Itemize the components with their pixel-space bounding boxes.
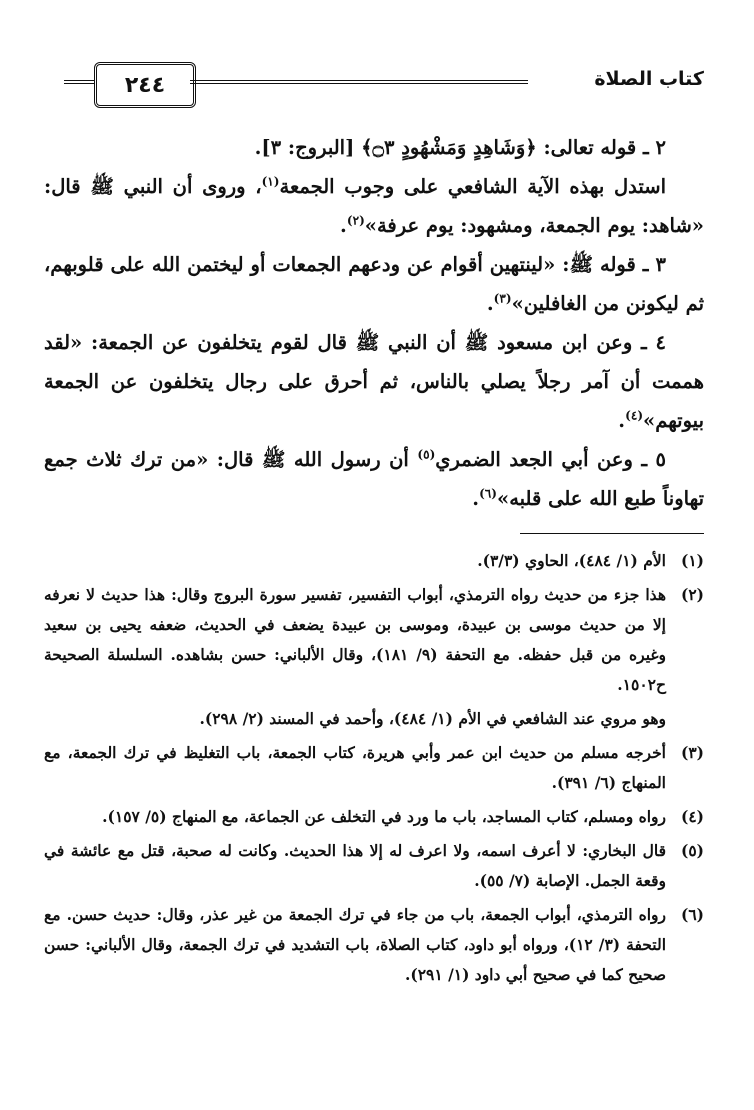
footnote-1 <box>44 546 704 576</box>
para-text: ٥ ـ وعن أبي الجعد الضمري <box>435 448 667 471</box>
para-text: ٤ ـ وعن ابن مسعود ﷺ أن النبي ﷺ قال لقوم يتخلفون عن الجمعة: «لقد هممت أن آمر رجلاً يصلي بالناس، ثم أحرق على رجال يتخلفون عن الجمعة بيوتهم» <box>44 331 704 432</box>
book-title: كتاب الصلاة <box>594 68 704 90</box>
footnote-text: قال البخاري: لا أعرف اسمه، ولا اعرف له إلا هذا الحديث. وكانت له صحبة، قتل مع عائشة في وقعة الجمل. الإصابة (٧/ ٥٥). <box>44 841 666 890</box>
footnote-number: (٢) <box>680 585 704 604</box>
footnote-2-continuation: وهو مروي عند الشافعي في الأم (١/ ٤٨٤)، وأحمد في المسند (٢/ ٢٩٨). <box>199 709 666 728</box>
header-rule-right <box>190 80 528 84</box>
footnotes <box>44 546 704 994</box>
quran-verse: ﴿وَشَاهِدٍ وَمَشْهُودٍ ۝٣﴾ <box>361 136 537 159</box>
footnote-6 <box>44 900 704 990</box>
footnote-text: رواه ومسلم، كتاب المساجد، باب ما ورد في التخلف عن الجماعة، مع المنهاج (٥/ ١٥٧). <box>102 807 666 826</box>
page-header <box>64 62 704 116</box>
footnote-number: (١) <box>680 551 704 570</box>
footnote-number: (٤) <box>680 807 704 826</box>
paragraph-4 <box>44 323 704 440</box>
footnote-ref: (٤) <box>625 408 644 423</box>
footnote-number: (٣) <box>680 743 704 762</box>
footnote-text: رواه الترمذي، أبواب الجمعة، باب من جاء في ترك الجمعة من غير عذر، وقال: حديث حسن. مع التحفة (٣/ ١٢)، ورواه أبو داود، كتاب الصلاة، باب التشديد في ترك الجمعة، وقال الألباني: حسن صحيح كما في صحيح أبي داود (١/ ٢٩١). <box>44 905 667 984</box>
footnote-4 <box>44 802 704 832</box>
footnote-text: الأم (١/ ٤٨٤)، الحاوي (٣/٣). <box>477 551 666 570</box>
para-text: . <box>340 214 347 237</box>
footnote-ref: (٥) <box>417 447 436 462</box>
para-text: . <box>618 409 626 432</box>
para-text: . <box>472 487 480 510</box>
footnote-text: أخرجه مسلم من حديث ابن عمر وأبي هريرة، كتاب الجمعة، باب التغليظ في ترك الجمعة، مع المنهاج (٦/ ٣٩١). <box>44 743 666 792</box>
footnote-separator <box>520 533 704 534</box>
footnote-ref: (٢) <box>346 213 365 228</box>
footnote-5 <box>44 836 704 896</box>
verse-reference: [البروج: ٣]. <box>254 136 362 159</box>
footnote-ref: (٣) <box>493 291 512 306</box>
main-text <box>44 128 704 518</box>
footnote-number: (٥) <box>680 841 704 860</box>
paragraph-5 <box>44 440 704 518</box>
para-text: ٢ ـ قوله تعالى: <box>536 136 666 159</box>
para-text: . <box>486 292 494 315</box>
footnote-ref: (٦) <box>479 486 497 501</box>
footnote-2 <box>44 580 704 700</box>
paragraph-2 <box>44 128 704 167</box>
header-rule-left <box>64 80 94 84</box>
paragraph-commentary <box>44 167 704 245</box>
paragraph-3 <box>44 245 704 323</box>
footnote-number: (٦) <box>680 905 704 924</box>
para-text: أن رسول الله ﷺ قال: «من ترك ثلاث جمع تهاوناً طبع الله على قلبه» <box>44 448 704 510</box>
footnote-3 <box>44 738 704 798</box>
footnote-ref: (١) <box>261 174 280 189</box>
page-number: ٢٤٤ <box>94 62 196 108</box>
para-text: ٣ ـ قوله ﷺ: «لينتهين أقوام عن ودعهم الجمعات أو ليختمن الله على قلوبهم، ثم ليكونن من الغافلين» <box>44 253 704 315</box>
footnote-text: هذا جزء من حديث رواه الترمذي، أبواب التفسير، تفسير سورة البروج وقال: هذا حديث لا نعرفه إلا من حديث موسى بن عبيدة، وموسى بن عبيدة يضعف في الحديث، ضعفه يحيى بن سعيد وغيره من قبل حفظه. مع التحفة (٩/ ١٨١)، وقال الألباني: حسن بشاهده. السلسلة الصحيحة ح١٥٠٢. <box>44 585 666 694</box>
para-text: ، وروى أن النبي ﷺ قال: «شاهد: يوم الجمعة، ومشهود: يوم عرفة» <box>44 175 704 237</box>
para-text: استدل بهذه الآية الشافعي على وجوب الجمعة <box>279 175 666 198</box>
